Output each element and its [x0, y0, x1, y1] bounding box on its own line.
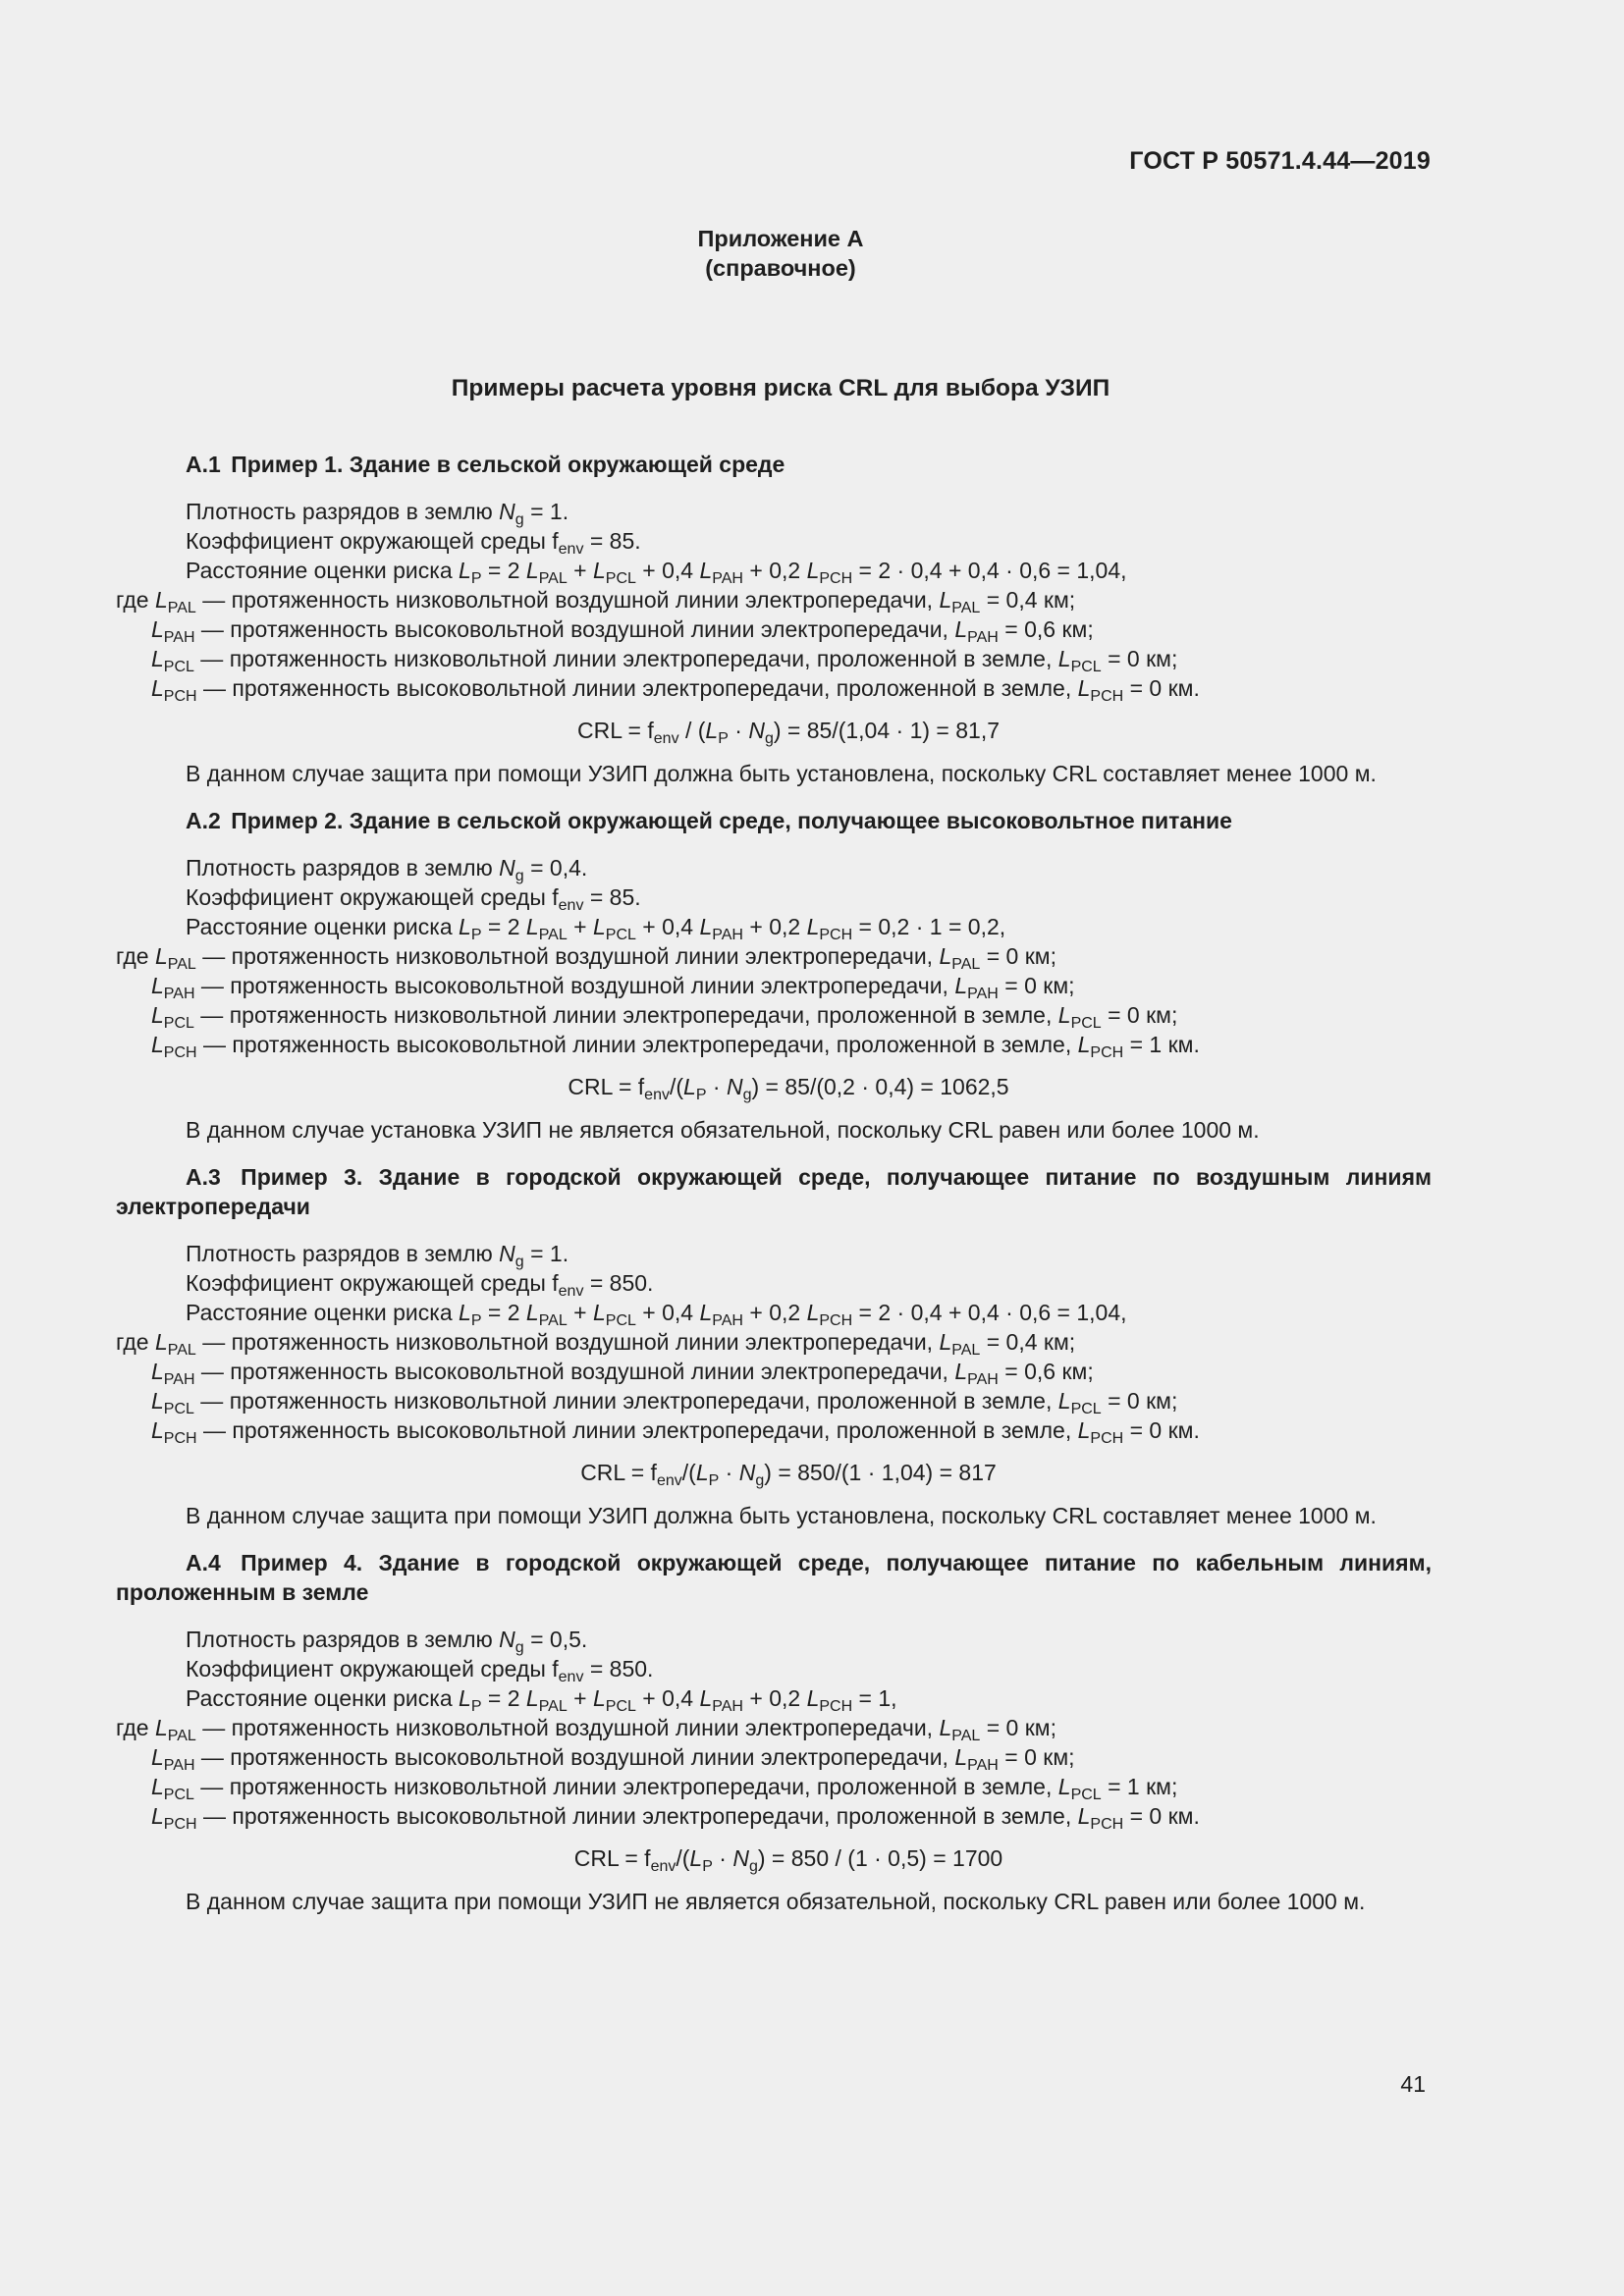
def-pcl: $L_{PCL}$ — протяженность низковольтной линии электропередачи, проложенной в земле, $L_{PCL} = 0$ км;: [151, 1002, 1178, 1032]
lp-value: 0,2 · 1 = 0,2,: [878, 914, 1006, 939]
lp-value: 2 · 0,4 + 0,4 · 0,6 = 1,04,: [878, 1300, 1127, 1325]
example-section: [116, 1548, 1432, 1916]
density-line: Плотность разрядов в землю $N_g = 0,4$.: [186, 855, 588, 884]
crl-formula: CRL = $f_{env}/(L_P \cdot N_g) = 850 / (1 \cdot 0,5) = 1700$: [573, 1845, 1003, 1875]
def-pcl: $L_{PCL}$ — протяженность низковольтной линии электропередачи, проложенной в земле, $L_{PCL} = 0$ км;: [151, 1388, 1178, 1417]
def-pal: где $L_{PAL}$ — протяженность низковольтной воздушной линии электропередачи, $L_{PAL} = 0,4$ км;: [116, 1329, 1076, 1359]
conclusion-text: В данном случае защита при помощи УЗИП должна быть установлена, поскольку CRL составляет менее 1000 м.: [186, 761, 1377, 786]
risk-line: Расстояние оценки риска $L_P = 2$ $L_{PAL} + L_{PCL} + 0,4$ $L_{PAH} + 0,2$ $L_{PCH} = 0,2 \cdot 1 = 0,2$,: [186, 914, 1006, 943]
sections-body: [116, 450, 1432, 1934]
def-pch: $L_{PCH}$ — протяженность высоковольтной линии электропередачи, проложенной в земле, $L_{PCH} = 0$ км.: [151, 1417, 1200, 1447]
conclusion-text: В данном случае защита при помощи УЗИП не является обязательной, поскольку CRL равен или более 1000 м.: [186, 1889, 1366, 1914]
def-pal: где $L_{PAL}$ — протяженность низковольтной воздушной линии электропередачи, $L_{PAL} = 0$ км;: [116, 1715, 1056, 1744]
section-heading: [116, 1162, 1432, 1221]
risk-line: Расстояние оценки риска $L_P = 2$ $L_{PAL} + L_{PCL} + 0,4$ $L_{PAH} + 0,2$ $L_{PCH} = 1$,: [186, 1685, 897, 1715]
page-number: 41: [1400, 2071, 1426, 2097]
def-pcl: $L_{PCL}$ — протяженность низковольтной линии электропередачи, проложенной в земле, $L_{PCL} = 0$ км;: [151, 646, 1178, 675]
section-title: Пример 1. Здание в сельской окружающей среде: [231, 452, 785, 477]
def-pal: где $L_{PAL}$ — протяженность низковольтной воздушной линии электропередачи, $L_{PAL} = 0$ км;: [116, 943, 1056, 973]
def-pch: $L_{PCH}$ — протяженность высоковольтной линии электропередачи, проложенной в земле, $L_{PCH} = 0$ км.: [151, 1803, 1200, 1833]
def-pcl: $L_{PCL}$ — протяженность низковольтной линии электропередачи, проложенной в земле, $L_{PCL} = 1$ км;: [151, 1774, 1178, 1803]
density-line: Плотность разрядов в землю $N_g = 0,5$.: [186, 1627, 588, 1656]
conclusion-text: В данном случае установка УЗИП не является обязательной, поскольку CRL равен или более 1000 м.: [186, 1117, 1260, 1143]
section-number: А.4: [186, 1550, 221, 1575]
document-code: ГОСТ Р 50571.4.44—2019: [1129, 147, 1431, 175]
lp-value: 1,: [878, 1685, 897, 1711]
risk-line: Расстояние оценки риска $L_P = 2$ $L_{PAL} + L_{PCL} + 0,4$ $L_{PAH} + 0,2$ $L_{PCH} = 2 \cdot 0,4 + 0,4 \cdot 0,6 = 1,04$,: [186, 558, 1127, 587]
env-line: Коэффициент окружающей среды $f_{env} = 85$.: [186, 528, 641, 558]
fenv-value: 85: [609, 528, 635, 554]
section-title: Пример 2. Здание в сельской окружающей среде, получающее высоковольтное питание: [231, 808, 1232, 833]
annex-heading: [0, 224, 1561, 283]
example-section: [116, 1162, 1432, 1530]
def-pch: $L_{PCH}$ — протяженность высоковольтной линии электропередачи, проложенной в земле, $L_{PCH} = 0$ км.: [151, 675, 1200, 705]
crl-formula: CRL = $f_{env} / (L_P \cdot N_g) = 85/(1,04 \cdot 1) = 81,7$: [577, 718, 1000, 747]
env-line: Коэффициент окружающей среды $f_{env} = 850$.: [186, 1270, 654, 1300]
section-number: А.2: [186, 808, 221, 833]
crl-formula: CRL = $f_{env}/(L_P \cdot N_g) = 85/(0,2 \cdot 0,4) = 1062,5$: [568, 1074, 1009, 1103]
section-number: А.3: [186, 1164, 221, 1190]
def-pch: $L_{PCH}$ — протяженность высоковольтной линии электропередачи, проложенной в земле, $L_{PCH} = 1$ км.: [151, 1032, 1200, 1061]
ng-value: 0,4: [549, 855, 581, 881]
lp-value: 2 · 0,4 + 0,4 · 0,6 = 1,04,: [878, 558, 1127, 583]
env-line: Коэффициент окружающей среды $f_{env} = 85$.: [186, 884, 641, 914]
crl-formula: CRL = $f_{env}/(L_P \cdot N_g) = 850/(1 \cdot 1,04) = 817$: [580, 1460, 997, 1489]
ng-value: 0,5: [549, 1627, 581, 1652]
section-number: А.1: [186, 452, 221, 477]
density-line: Плотность разрядов в землю $N_g = 1$.: [186, 1241, 569, 1270]
section-title: Пример 4. Здание в городской окружающей среде, получающее питание по кабельным линиям, проложенным в земле: [116, 1550, 1433, 1605]
density-line: Плотность разрядов в землю $N_g = 1$.: [186, 499, 569, 528]
section-heading: [116, 1548, 1432, 1607]
risk-line: Расстояние оценки риска $L_P = 2$ $L_{PAL} + L_{PCL} + 0,4$ $L_{PAH} + 0,2$ $L_{PCH} = 2 \cdot 0,4 + 0,4 \cdot 0,6 = 1,04$,: [186, 1300, 1127, 1329]
def-pah: $L_{PAH}$ — протяженность высоковольтной воздушной линии электропередачи, $L_{PAH} = 0$ км;: [151, 1744, 1075, 1774]
def-pah: $L_{PAH}$ — протяженность высоковольтной воздушной линии электропередачи, $L_{PAH} = 0,6$ км;: [151, 616, 1094, 646]
env-line: Коэффициент окружающей среды $f_{env} = 850$.: [186, 1656, 654, 1685]
fenv-value: 85: [609, 884, 635, 910]
section-heading: [116, 450, 1432, 479]
def-pah: $L_{PAH}$ — протяженность высоковольтной воздушной линии электропередачи, $L_{PAH} = 0$ км;: [151, 973, 1075, 1002]
def-pal: где $L_{PAL}$ — протяженность низковольтной воздушной линии электропередачи, $L_{PAL} = 0,4$ км;: [116, 587, 1076, 616]
def-pah: $L_{PAH}$ — протяженность высоковольтной воздушной линии электропередачи, $L_{PAH} = 0,6$ км;: [151, 1359, 1094, 1388]
section-heading: [116, 806, 1432, 835]
section-title: Пример 3. Здание в городской окружающей среде, получающее питание по воздушным линиям электропередачи: [116, 1164, 1433, 1219]
example-section: [116, 806, 1432, 1145]
annex-title: Приложение А: [697, 226, 864, 251]
example-section: [116, 450, 1432, 788]
fenv-value: 850: [609, 1656, 648, 1682]
conclusion-text: В данном случае защита при помощи УЗИП должна быть установлена, поскольку CRL составляет менее 1000 м.: [186, 1503, 1377, 1528]
annex-status: (справочное): [705, 255, 856, 281]
fenv-value: 850: [609, 1270, 648, 1296]
main-title: Примеры расчета уровня риска CRL для выбора УЗИП: [451, 375, 1110, 401]
ng-value: 1: [549, 1241, 563, 1266]
ng-value: 1: [549, 499, 563, 524]
